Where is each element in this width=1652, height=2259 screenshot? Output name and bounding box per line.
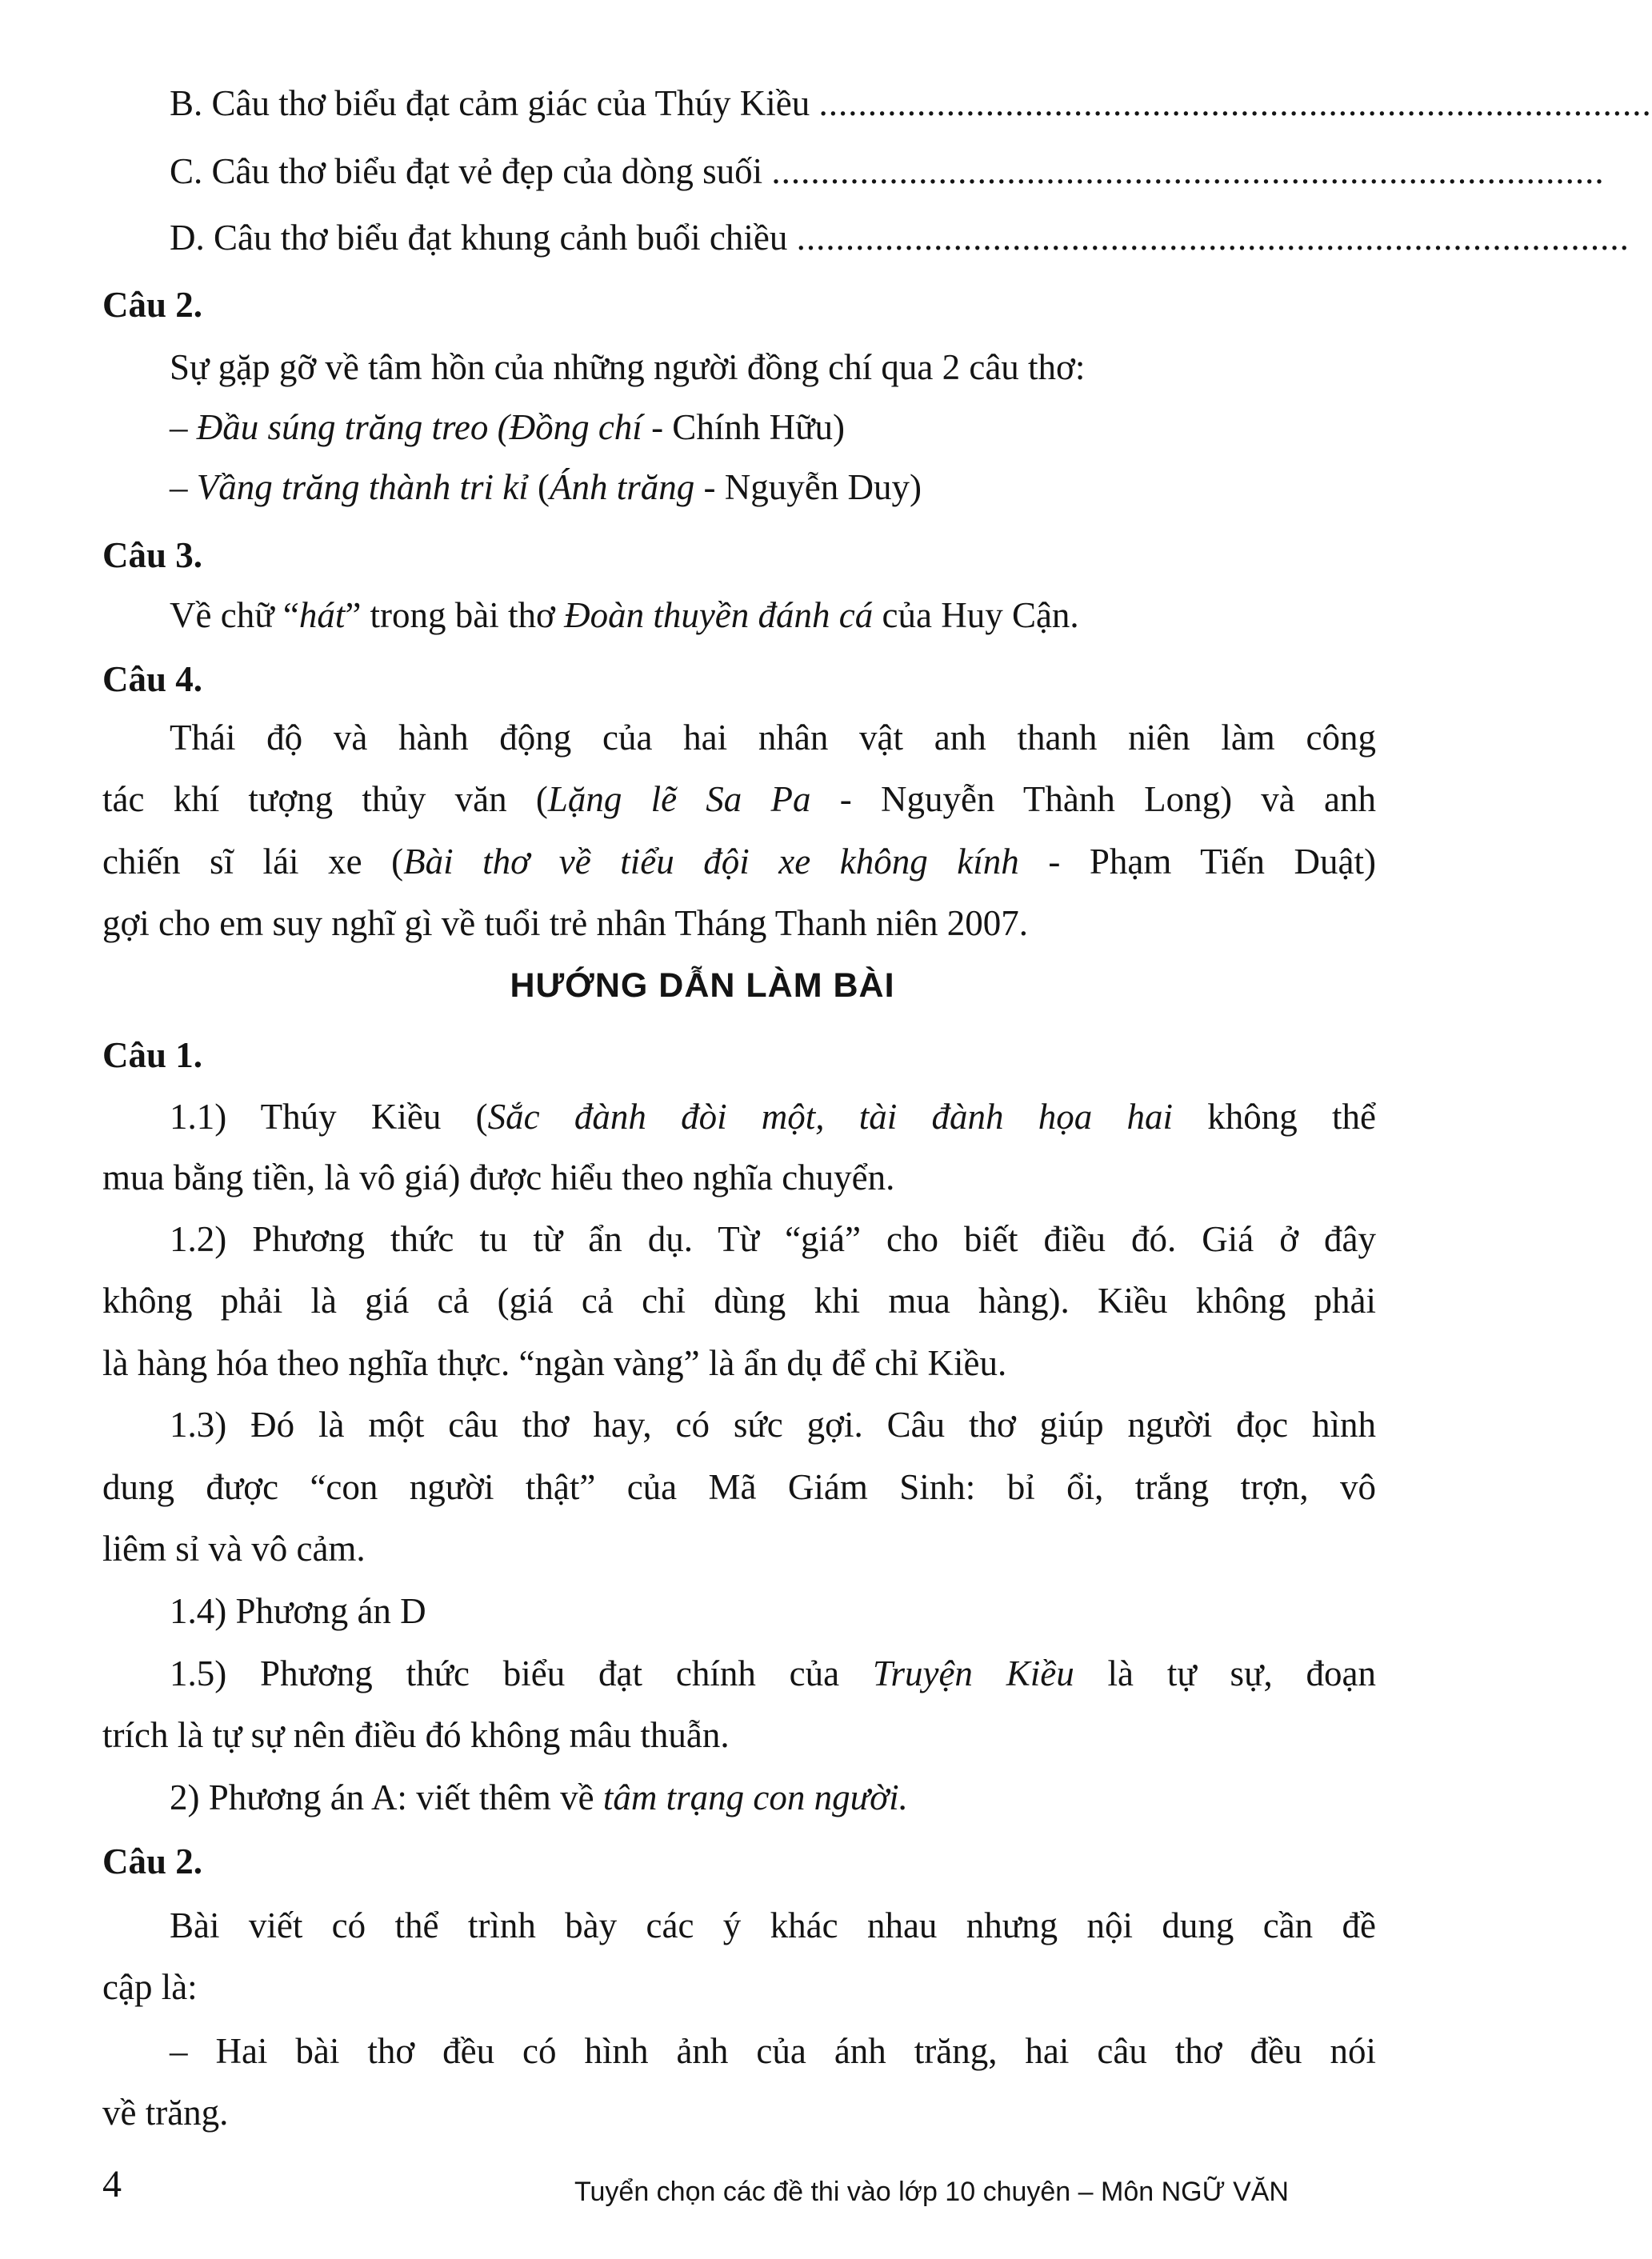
question-2-text: Sự gặp gỡ về tâm hồn của những người đồng chí qua 2 câu thơ: bbox=[170, 347, 1086, 387]
poem-line-2-italic: – Vầng trăng thành tri kỉ bbox=[170, 467, 529, 507]
answer-1-4: 1.4) Phương án D bbox=[170, 1591, 426, 1631]
option-d bbox=[170, 214, 1630, 262]
question-4-label: Câu 4. bbox=[102, 659, 203, 699]
answer-1-3-line-2: dung được “con người thật” của Mã Giám Sinh: bỉ ổi, trắng trợn, vô bbox=[102, 1467, 1376, 1507]
dotted-leader: ..................................................................................... bbox=[818, 83, 1652, 123]
a11-part: 1.1) Thúy Kiều ( bbox=[170, 1097, 488, 1137]
poem-line-2-paren: ( bbox=[528, 467, 550, 507]
q4-poem-title: Bài thơ về tiểu đội xe không kính bbox=[403, 842, 1019, 882]
q4-part: chiến sĩ lái xe ( bbox=[102, 842, 404, 882]
question-3-label: Câu 3. bbox=[102, 535, 203, 575]
poem-line-2-author: - Nguyễn Duy) bbox=[694, 467, 922, 507]
question-3-text bbox=[170, 592, 1079, 639]
answer-1-1-line-1 bbox=[170, 1094, 1376, 1141]
option-c bbox=[170, 148, 1605, 195]
option-d-text: D. Câu thơ biểu đạt khung cảnh buổi chiều bbox=[170, 218, 788, 258]
q3-part: ” trong bài thơ bbox=[345, 595, 565, 635]
question-4-line-2 bbox=[102, 776, 1376, 823]
a11-part: không thể bbox=[1173, 1097, 1377, 1137]
question-4-line-4: gợi cho em suy nghĩ gì về tuổi trẻ nhân Tháng Thanh niên 2007. bbox=[102, 903, 1028, 943]
answer-c2-line-4: về trăng. bbox=[102, 2093, 229, 2133]
poem-line-1-author: - Chính Hữu) bbox=[642, 407, 845, 447]
answer-1-5-line-2: trích là tự sự nên điều đó không mâu thuẫn. bbox=[102, 1715, 730, 1755]
a15-part: 1.5) Phương thức biểu đạt chính của bbox=[170, 1653, 873, 1693]
poem-line-2 bbox=[170, 464, 922, 511]
a15-title: Truyện Kiều bbox=[872, 1653, 1074, 1693]
q4-part: tác khí tượng thủy văn ( bbox=[102, 779, 548, 819]
answer-2-label: Câu 2. bbox=[102, 1841, 203, 1881]
answer-1-2-line-1: 1.2) Phương thức tu từ ẩn dụ. Từ “giá” cho biết điều đó. Giá ở đây bbox=[170, 1219, 1376, 1259]
answer-c2-line-2: cập là: bbox=[102, 1967, 198, 2007]
answer-1-1-line-2: mua bằng tiền, là vô giá) được hiểu theo nghĩa chuyển. bbox=[102, 1157, 895, 1197]
a11-quote: Sắc đành đòi một, tài đành họa hai bbox=[487, 1097, 1174, 1137]
answer-1-2-line-3: là hàng hóa theo nghĩa thực. “ngàn vàng” là ẩn dụ để chỉ Kiều. bbox=[102, 1343, 1007, 1383]
poem-line-2-title: Ánh trăng bbox=[550, 467, 695, 507]
q4-part: - Nguyễn Thành Long) và anh bbox=[810, 779, 1376, 819]
answer-1-label: Câu 1. bbox=[102, 1035, 203, 1075]
answer-c2-line-3: – Hai bài thơ đều có hình ảnh của ánh trăng, hai câu thơ đều nói bbox=[170, 2031, 1376, 2071]
answer-1-5-line-1 bbox=[170, 1650, 1376, 1697]
answer-1-3-line-3: liêm sỉ và vô cảm. bbox=[102, 1529, 366, 1569]
question-4-line-1: Thái độ và hành động của hai nhân vật anh thanh niên làm công bbox=[170, 718, 1376, 758]
answer-2 bbox=[170, 1774, 908, 1821]
q3-poem-title: Đoàn thuyền đánh cá bbox=[564, 595, 874, 635]
a2-part: 2) Phương án A: viết thêm về bbox=[170, 1777, 603, 1817]
a2-italic: tâm trạng con người. bbox=[602, 1777, 908, 1817]
option-b bbox=[170, 80, 1652, 127]
question-4-line-3 bbox=[102, 838, 1376, 886]
a15-part: là tự sự, đoạn bbox=[1074, 1653, 1376, 1693]
answer-1-3-line-1: 1.3) Đó là một câu thơ hay, có sức gợi. Câu thơ giúp người đọc hình bbox=[170, 1405, 1376, 1445]
footer-book-title: Tuyển chọn các đề thi vào lớp 10 chuyên – Môn NGỮ VĂN bbox=[574, 2177, 1289, 2207]
q4-story-title: Lặng lẽ Sa Pa bbox=[547, 779, 811, 819]
dotted-leader: ..................................................................................... bbox=[796, 218, 1630, 258]
section-title: HƯỚNG DẪN LÀM BÀI bbox=[510, 966, 895, 1005]
poem-line-1 bbox=[170, 404, 845, 451]
q3-part: của Huy Cận. bbox=[873, 595, 1079, 635]
page-number: 4 bbox=[102, 2163, 122, 2205]
answer-1-2-line-2: không phải là giá cả (giá cả chỉ dùng khi mua hàng). Kiều không phải bbox=[102, 1281, 1376, 1321]
q3-hat: hát bbox=[298, 595, 346, 635]
q3-part: Về chữ “ bbox=[170, 595, 299, 635]
option-b-text: B. Câu thơ biểu đạt cảm giác của Thúy Kiều bbox=[170, 83, 810, 123]
question-2-label: Câu 2. bbox=[102, 285, 203, 325]
poem-line-1-italic: – Đầu súng trăng treo (Đồng chí bbox=[170, 407, 642, 447]
dotted-leader: ..................................................................................... bbox=[771, 151, 1605, 191]
option-c-text: C. Câu thơ biểu đạt vẻ đẹp của dòng suối bbox=[170, 151, 763, 191]
q4-part: - Phạm Tiến Duật) bbox=[1018, 842, 1377, 882]
answer-c2-line-1: Bài viết có thể trình bày các ý khác nhau nhưng nội dung cần đề bbox=[170, 1905, 1376, 1945]
